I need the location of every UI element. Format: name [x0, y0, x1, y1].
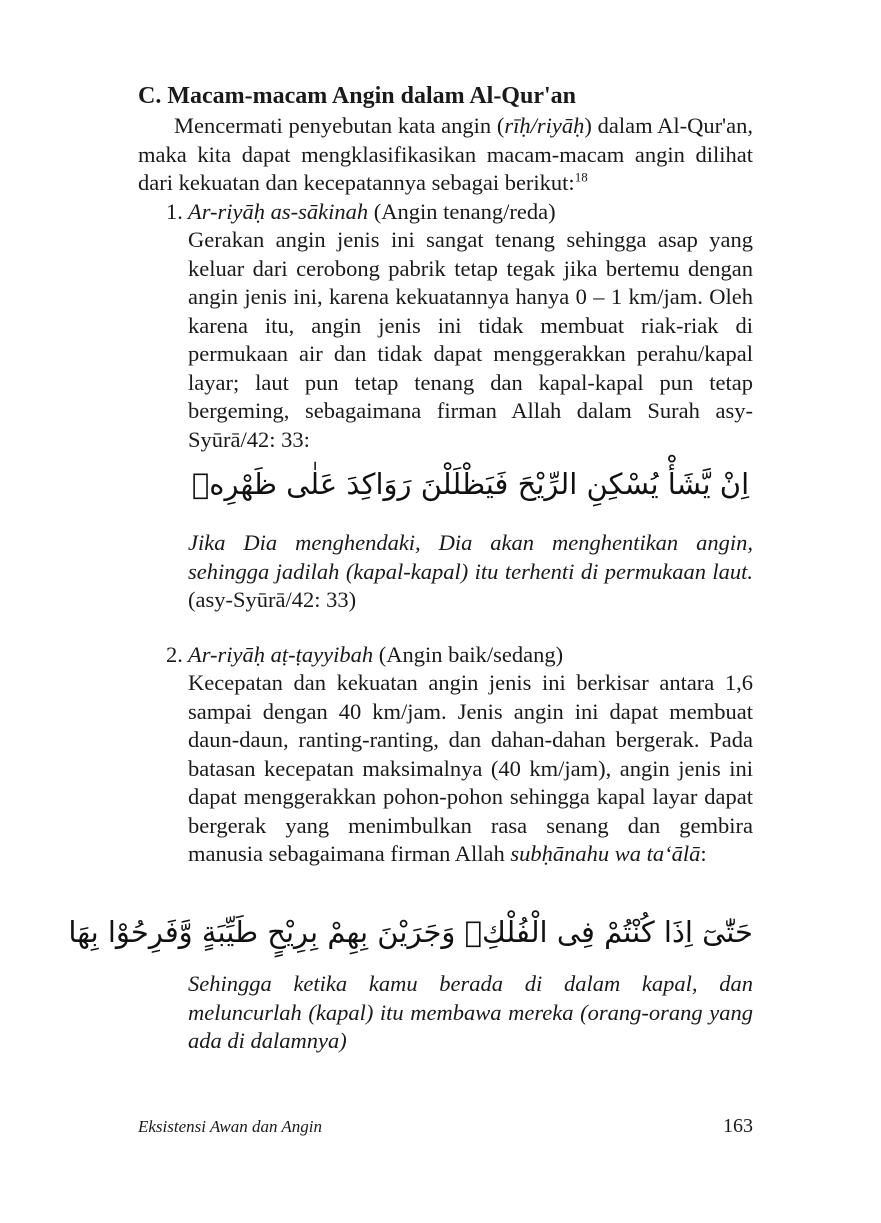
- list-item-1-body: Gerakan angin jenis ini sangat tenang sehingga asap yang keluar dari cerobong pabrik tetap tegak jika bertemu dengan angin jenis ini, karena kekuatannya hanya 0 – 1 km/jam. Oleh karena itu, angin jenis ini tidak membuat riak-riak di permukaan air dan tidak dapat menggerakkan perahu/kapal layar; laut pun tetap tenang dan kapal-kapal pun tetap bergeming, sebagaimana firman Allah dalam Surah asy-Syūrā/42: 33:: [188, 227, 753, 452]
- intro-term: rīḥ/riyāḥ: [504, 113, 585, 138]
- quran-verse-2: حَتّٰىٓ اِذَا كُنْتُمْ فِى الْفُلْكِۚ وَجَرَيْنَ بِهِمْ بِرِيْحٍ طَيِّبَةٍ وَّفَرِحُوْا بِهَا: [68, 915, 753, 949]
- body-italic-phrase: subḥānahu wa ta‘ālā: [510, 841, 701, 866]
- quran-verse-1: اِنْ يَّشَأْ يُسْكِنِ الرِّيْحَ فَيَظْلَلْنَ رَوَاكِدَ عَلٰى ظَهْرِهٖ: [191, 467, 750, 501]
- intro-paragraph: [138, 112, 753, 198]
- list-item-meaning: (Angin baik/sedang): [373, 642, 564, 667]
- body-text-part2: :: [700, 841, 707, 866]
- list-item-number: 1.: [166, 199, 183, 224]
- translation-text: Sehingga ketika kamu berada di dalam kapal, dan meluncurlah (kapal) itu membawa mereka (orang-orang yang ada di dalamnya): [188, 971, 753, 1053]
- running-footer-title: Eksistensi Awan dan Angin: [138, 1117, 323, 1136]
- verse-reference: (asy-Syūrā/42: 33): [188, 587, 357, 612]
- body-text-part1: Kecepatan dan kekuatan angin jenis ini berkisar antara 1,6 sampai dengan 40 km/jam. Jenis angin ini dapat membuat daun-daun, ranting-ranting, dan dahan-dahan bergerak. Pada batasan kecepatan maksimalnya (40 km/jam), angin jenis ini dapat menggerakkan pohon-pohon sehingga kapal layar dapat bergerak yang menimbulkan rasa senang dan gembira manusia sebagaimana firman Allah: [188, 670, 753, 866]
- list-item-2-body: [188, 669, 753, 869]
- list-item-2-title: [166, 641, 563, 670]
- page-number: 163: [723, 1115, 753, 1137]
- list-item-meaning: (Angin tenang/reda): [368, 199, 556, 224]
- list-item-term: Ar-riyāḥ as-sākinah: [188, 199, 369, 224]
- list-item-number: 2.: [166, 642, 183, 667]
- section-heading: C. Macam-macam Angin dalam Al-Qur'an: [138, 83, 576, 109]
- list-item-1-title: [166, 198, 556, 227]
- translation-text: Jika Dia menghendaki, Dia akan menghentikan angin, sehingga jadilah (kapal-kapal) itu terhenti di permukaan laut.: [188, 530, 753, 584]
- verse-2-translation: [188, 970, 753, 1056]
- intro-text-part1: Mencermati penyebutan kata angin (: [174, 113, 505, 138]
- verse-1-translation: [188, 529, 753, 615]
- intro-text-part2: ) dalam Al-Qur'an, maka kita dapat mengklasifikasikan macam-macam angin dilihat dari kekuatan dan kecepatannya sebagai berikut:: [138, 113, 753, 195]
- footnote-marker[interactable]: 18: [574, 169, 588, 185]
- list-item-term: Ar-riyāḥ aṭ-ṭayyibah: [188, 642, 374, 667]
